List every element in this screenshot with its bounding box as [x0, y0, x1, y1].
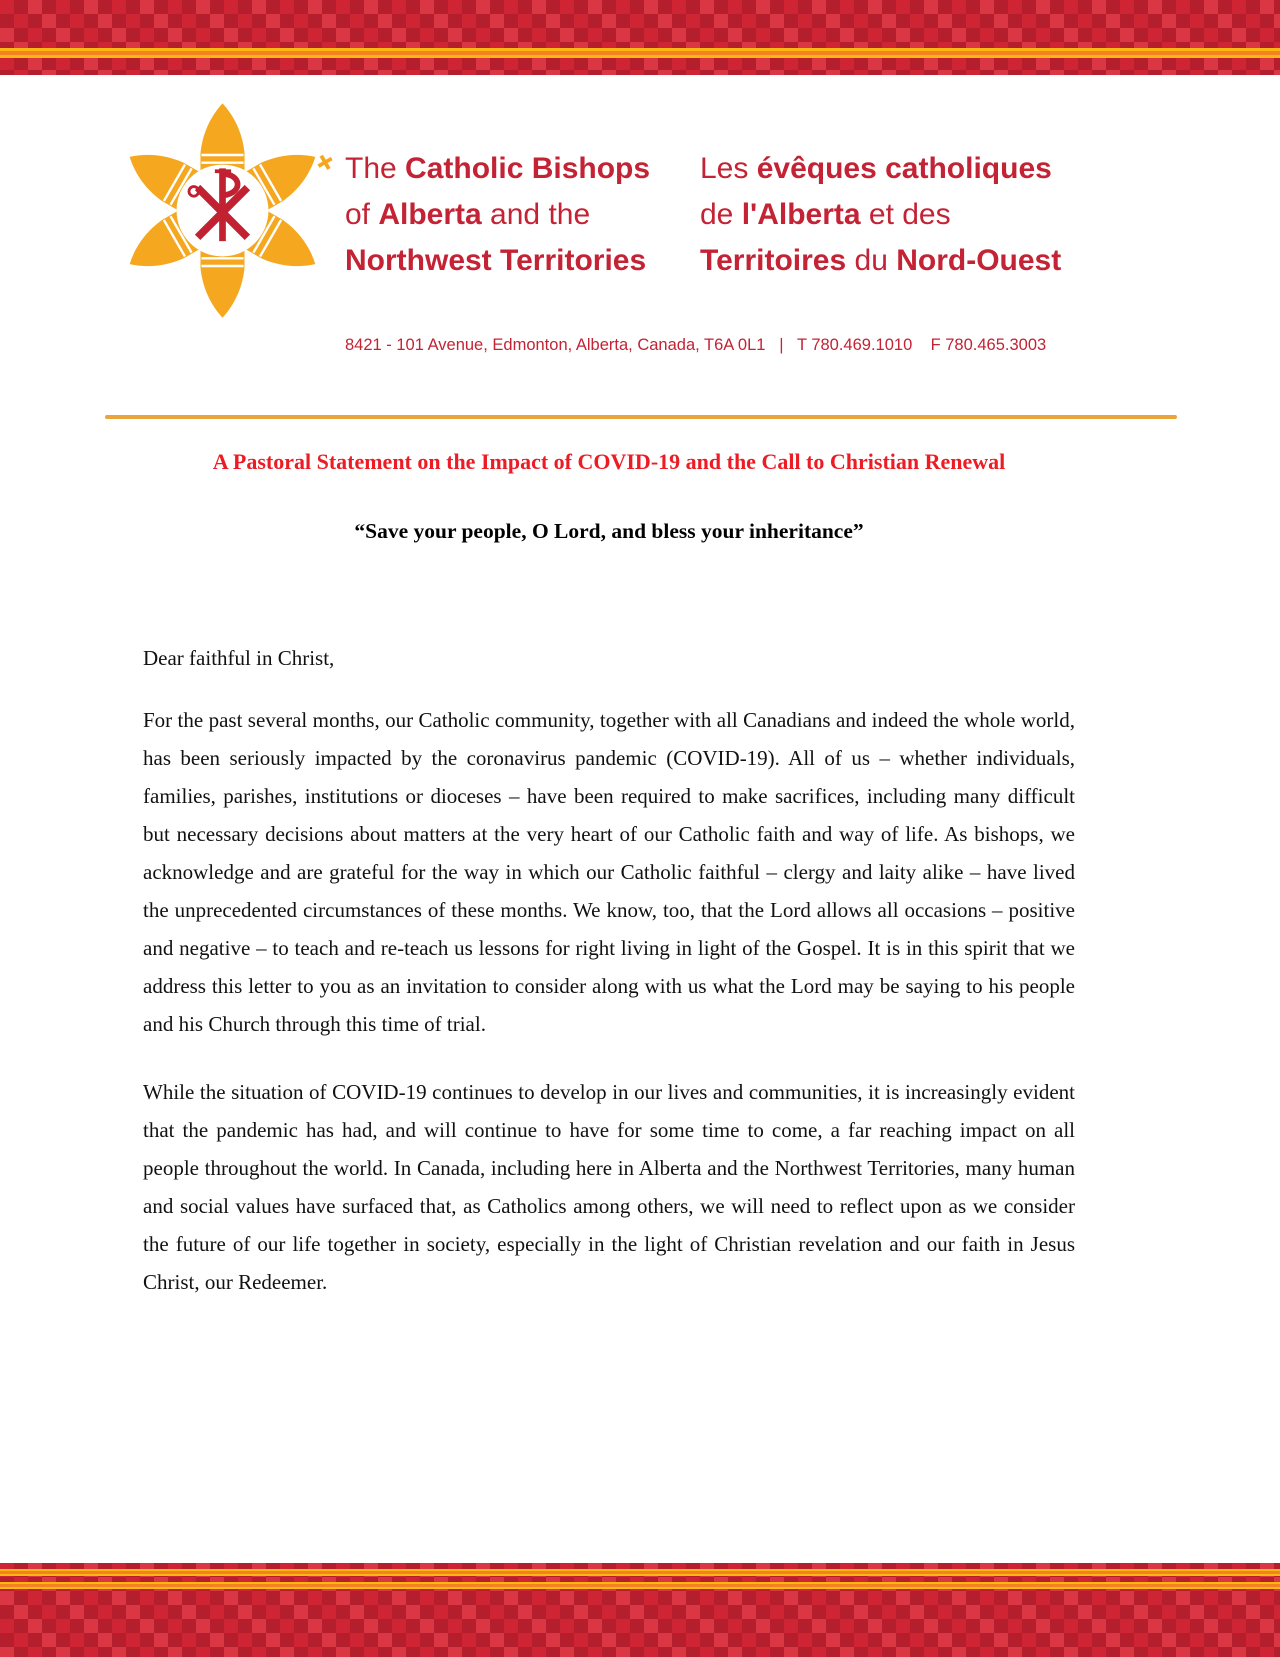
top-border-stripe: [0, 48, 1280, 58]
org-name-french: [700, 146, 1061, 284]
document-subtitle: “Save your people, O Lord, and bless your inheritance”: [354, 519, 864, 543]
org-logo: [100, 88, 345, 333]
org-name-fr-line2: de l'Alberta et des: [700, 198, 951, 231]
bottom-border-stripe-1: [0, 1569, 1280, 1576]
header-rule: [105, 415, 1177, 419]
body-paragraph-2: While the situation of COVID-19 continues to develop in our lives and communities, it is increasingly evident that the pandemic has had, and will continue to have for some time to come, a far reaching impact on all people throughout the world. In Canada, including here in Alberta and the Northwest Territories, many human and social values have surfaced that, as Catholics among others, we will need to reflect upon as we consider the future of our life together in society, especially in the light of Christian revelation and our faith in Jesus Christ, our Redeemer.: [143, 1080, 1075, 1294]
letter-content: [143, 448, 1075, 1301]
bottom-border-pattern: [0, 1563, 1280, 1657]
org-name-fr-line3: Territoires du Nord-Ouest: [700, 244, 1062, 277]
org-name-en-line3: Northwest Territories: [345, 244, 647, 277]
top-border-pattern: [0, 0, 1280, 75]
document-title: A Pastoral Statement on the Impact of COVID-19 and the Call to Christian Renewal: [212, 449, 1006, 474]
salutation: Dear faithful in Christ,: [143, 646, 335, 670]
body-paragraph-1: For the past several months, our Catholic community, together with all Canadians and indeed the whole world, has been seriously impacted by the coronavirus pandemic (COVID-19). All of us – whether individuals, families, parishes, institutions or dioceses – have been required to make sacrifices, including many difficult but necessary decisions about matters at the very heart of our Catholic faith and way of life. As bishops, we acknowledge and are grateful for the way in which our Catholic faithful – clergy and laity alike – have lived the unprecedented circumstances of these months. We know, too, that the Lord allows all occasions – positive and negative – to teach and re-teach us lessons for right living in light of the Gospel. It is in this spirit that we address this letter to you as an invitation to consider along with us what the Lord may be saying to his people and his Church through this time of trial.: [143, 708, 1075, 1036]
address-line: 8421 - 101 Avenue, Edmonton, Alberta, Canada, T6A 0L1 | T 780.469.1010 F 780.465.3003: [345, 336, 1047, 354]
org-name-english: [345, 146, 650, 284]
bottom-border-stripe-2: [0, 1582, 1280, 1589]
org-name-fr-line1: Les évêques catholiques: [700, 152, 1052, 185]
mitre-flower-icon: [100, 88, 345, 333]
org-name-en-line2: of Alberta and the: [345, 198, 591, 231]
org-name-en-line1: The Catholic Bishops: [345, 152, 651, 185]
